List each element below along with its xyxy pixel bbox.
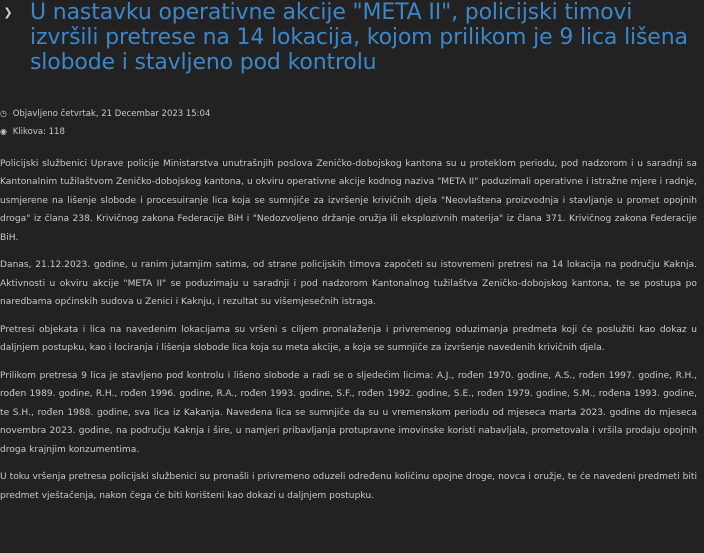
published-date-text: Objavljeno četvrtak, 21 Decembar 2023 15:04	[12, 109, 211, 119]
published-date	[0, 109, 210, 119]
clock-icon: ◷	[0, 109, 7, 118]
article-body	[0, 155, 697, 514]
article-title[interactable]: U nastavku operativne akcije "META II", policijski timovi izvršili pretrese na 14 lokacija, kojom prilikom je 9 lica lišena slobode i stavljeno pod kontrolu	[30, 0, 688, 75]
article-paragraph: Policijski službenici Uprave policije Ministarstva unutrašnjih poslova Zeničko-dobojskog kantona su u proteklom periodu, pod nadzorom i u saradnji sa Kantonalnim tužilaštvom Zeničko-dobojskog kantona, u okviru operativne akcije kodnog naziva "META II" poduzimali operativne i istražne mjere i radnje, usmjerene na lišenje slobode i procesuiranje lica koja se sumnjiče za izvršenje krivičnih djela "Neovlaštena proizvodnja i stavljanje u promet opojnih droga" iz člana 238. Krivičnog zakona Federacije BiH i "Nedozvoljeno držanje oružja ili eksplozivnih materija" iz člana 371. Krivičnog zakona Federacije BiH.	[0, 159, 697, 243]
article-paragraph: Prilikom pretresa 9 lica je stavljeno pod kontrolu i lišeno slobode a radi se o sljedećim licima: A.J., rođen 1970. godine, A.S., rođen 1997. godine, R.H., rođen 1989. godine, R.H., rođen 1996. godine, R.A., rođen 1993. godine, S.F., rođen 1992. godine, S.E., rođen 1979. godine, S.M., rođena 1993. godine, te S.H., rođen 1988. godine, sva lica iz Kakanja. Navedena lica se sumnjiče da su u vremenskom periodu od mjeseca marta 2023. godine do mjeseca novembra 2023. godine, na području Kaknja i šire, u namjeri pribavljanja protupravne imovinske koristi nabavljala, prometovala i vršila prodaju opojnih droga krajnjim konzumentima.	[0, 370, 697, 455]
hits-count	[0, 127, 65, 137]
hits-count-text: Klikova: 118	[12, 127, 65, 137]
article-paragraph: U toku vršenja pretresa policijski službenici su pronašli i privremeno oduzeli određenu količinu opojne droge, novca i oružje, te će navedeni predmeti biti predmet vještačenja, nakon čega će biti korišteni kao dokazi u daljnjem postupku.	[0, 472, 697, 501]
article-paragraph: Pretresi objekata i lica na navedenim lokacijama su vršeni s ciljem pronalaženja i privremenog oduzimanja predmeta koji će poslužiti kao dokaz u daljnjem postupku, kao i lociranja i lišenja slobode lica koja su meta akcije, a koja se sumnjiče za izvršenje navedenih krivičnih djela.	[0, 324, 697, 354]
eye-icon: ◉	[0, 127, 7, 136]
article-paragraph: Danas, 21.12.2023. godine, u ranim jutarnjim satima, od strane policijskih timova započeti su istovremeni pretresi na 14 lokacija na području Kaknja. Aktivnosti u okviru akcije "META II" se poduzimaju u saradnji i pod nadzorom Kantonalnog tužilaštva Zeničko-dobojskog kantona, te se postupa po naredbama općinskih sudova u Zenici i Kaknju, i rezultat su višemjesečnih istraga.	[0, 260, 697, 308]
chevron-right-icon: ❯	[3, 6, 13, 19]
